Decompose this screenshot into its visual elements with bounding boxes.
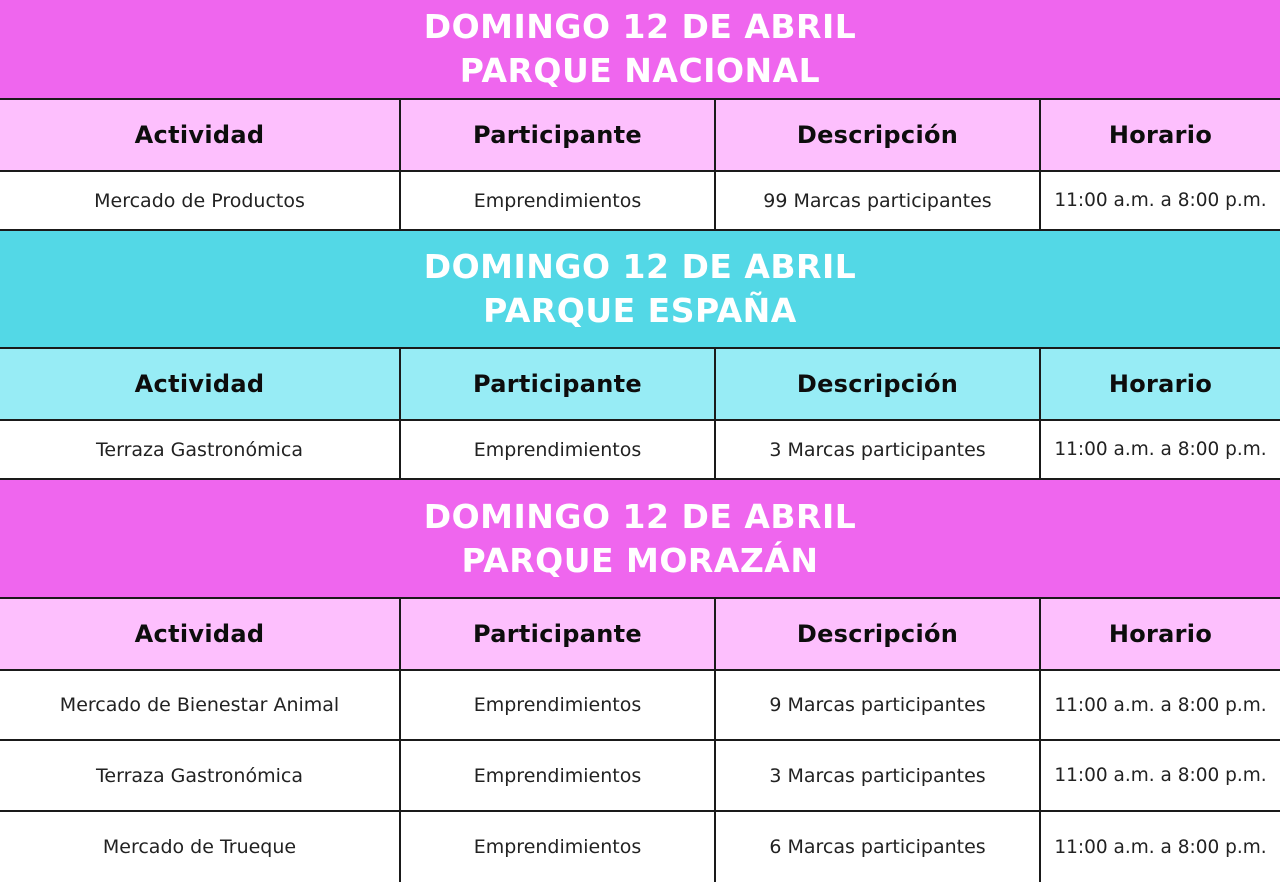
column-header-participante: Participante bbox=[401, 349, 716, 419]
column-header-actividad: Actividad bbox=[0, 599, 401, 669]
table-row bbox=[0, 812, 1280, 882]
column-header-descripcion: Descripción bbox=[716, 349, 1041, 419]
table-row bbox=[0, 172, 1280, 231]
column-header-descripcion: Descripción bbox=[716, 599, 1041, 669]
cell-horario: 11:00 a.m. a 8:00 p.m. bbox=[1041, 671, 1280, 739]
table-header-row bbox=[0, 100, 1280, 172]
cell-actividad: Mercado de Productos bbox=[0, 172, 401, 229]
table-row bbox=[0, 741, 1280, 812]
cell-actividad: Terraza Gastronómica bbox=[0, 741, 401, 810]
cell-participante: Emprendimientos bbox=[401, 741, 716, 810]
cell-descripcion: 3 Marcas participantes bbox=[716, 421, 1041, 478]
cell-horario: 11:00 a.m. a 8:00 p.m. bbox=[1041, 741, 1280, 810]
table-header-row bbox=[0, 599, 1280, 671]
cell-actividad: Mercado de Trueque bbox=[0, 812, 401, 882]
cell-actividad: Mercado de Bienestar Animal bbox=[0, 671, 401, 739]
section-venue: PARQUE NACIONAL bbox=[459, 51, 821, 90]
column-header-participante: Participante bbox=[401, 599, 716, 669]
section-banner-parque-espana bbox=[0, 231, 1280, 349]
cell-descripcion: 9 Marcas participantes bbox=[716, 671, 1041, 739]
section-banner-parque-nacional bbox=[0, 0, 1280, 100]
cell-participante: Emprendimientos bbox=[401, 812, 716, 882]
section-date: DOMINGO 12 DE ABRIL bbox=[423, 247, 857, 286]
section-banner-parque-morazan bbox=[0, 480, 1280, 599]
cell-horario: 11:00 a.m. a 8:00 p.m. bbox=[1041, 812, 1280, 882]
column-header-horario: Horario bbox=[1108, 620, 1213, 648]
cell-descripcion: 99 Marcas participantes bbox=[716, 172, 1041, 229]
table-row bbox=[0, 421, 1280, 480]
column-header-participante: Participante bbox=[401, 100, 716, 170]
column-header-horario: Horario bbox=[1108, 370, 1213, 398]
cell-participante: Emprendimientos bbox=[401, 421, 716, 478]
cell-actividad: Terraza Gastronómica bbox=[0, 421, 401, 478]
column-header-descripcion: Descripción bbox=[716, 100, 1041, 170]
cell-horario: 11:00 a.m. a 8:00 p.m. bbox=[1041, 421, 1280, 478]
section-date: DOMINGO 12 DE ABRIL bbox=[423, 7, 857, 46]
column-header-horario: Horario bbox=[1108, 121, 1213, 149]
cell-participante: Emprendimientos bbox=[401, 671, 716, 739]
cell-participante: Emprendimientos bbox=[401, 172, 716, 229]
section-venue: PARQUE MORAZÁN bbox=[461, 540, 819, 580]
column-header-actividad: Actividad bbox=[0, 100, 401, 170]
cell-descripcion: 6 Marcas participantes bbox=[716, 812, 1041, 882]
table-row bbox=[0, 671, 1280, 741]
section-date: DOMINGO 12 DE ABRIL bbox=[423, 496, 857, 536]
section-venue: PARQUE ESPAÑA bbox=[483, 291, 797, 330]
cell-horario: 11:00 a.m. a 8:00 p.m. bbox=[1041, 172, 1280, 229]
table-header-row bbox=[0, 349, 1280, 421]
cell-descripcion: 3 Marcas participantes bbox=[716, 741, 1041, 810]
column-header-actividad: Actividad bbox=[0, 349, 401, 419]
